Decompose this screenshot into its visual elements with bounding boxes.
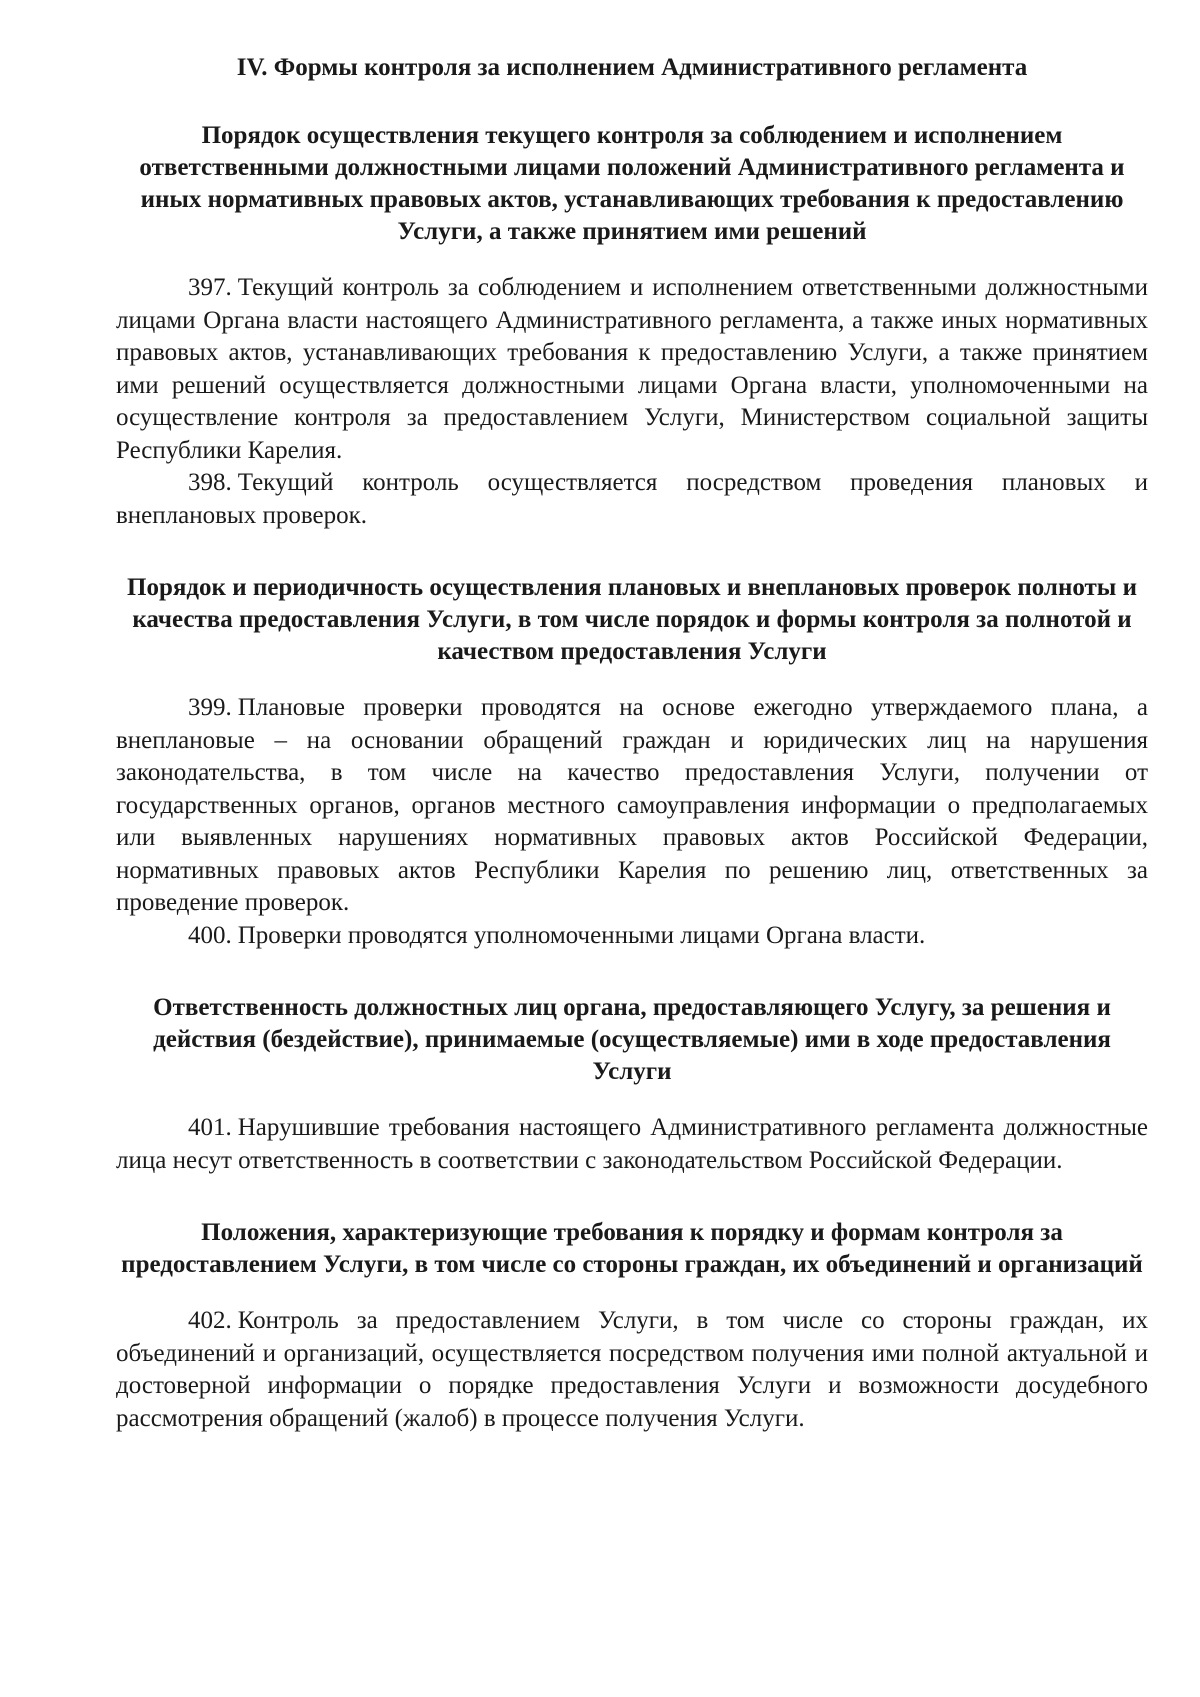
paragraph-400 [116, 920, 1148, 953]
section-responsibility [116, 992, 1148, 1177]
paragraph-group [116, 692, 1148, 952]
paragraph-text: Проверки проводятся уполномоченными лицами Органа власти. [237, 921, 926, 949]
paragraph-399 [116, 692, 1148, 920]
section-inspections [116, 572, 1148, 952]
paragraph-397 [116, 272, 1148, 467]
paragraph-401 [116, 1112, 1148, 1177]
paragraph-text: Контроль за предоставлением Услуги, в том числе со стороны граждан, их объединений и организаций, осуществляется посредством получения ими полной актуальной и достоверной информации о порядке предоставления Услуги и возможности досудебного рассмотрения обращений (жалоб) в процессе получения Услуги. [116, 1307, 1148, 1432]
section-public-control [116, 1217, 1148, 1435]
paragraph-group [116, 272, 1148, 532]
paragraph-398 [116, 467, 1148, 532]
section-title: Порядок и периодичность осуществления плановых и внеплановых проверок полноты и качества предоставления Услуги, в том числе порядок и формы контроля за полнотой и качеством предоставления Услуги [127, 574, 1137, 665]
paragraph-text: Текущий контроль за соблюдением и исполнением ответственными должностными лицами Органа власти настоящего Административного регламента, а также иных нормативных правовых актов, устанавливающих требования к предоставлению Услуги, а также принятием ими решений осуществляется должностными лицами Органа власти, уполномоченными на осуществление контроля за предоставлением Услуги, Министерством социальной защиты Республики Карелия. [116, 274, 1148, 464]
paragraph-number: 398. [188, 469, 232, 496]
paragraph-group [116, 1112, 1148, 1177]
section-current-control [116, 120, 1148, 532]
document-page [116, 52, 1148, 1475]
paragraph-number: 397. [188, 274, 232, 301]
paragraph-group [116, 1305, 1148, 1435]
paragraph-text: Нарушившие требования настоящего Административного регламента должностные лица несут ответственность в соответствии с законодательством Российской Федерации. [116, 1114, 1148, 1174]
section-title: Положения, характеризующие требования к порядку и формам контроля за предоставлением Услуги, в том числе со стороны граждан, их объединений и организаций [121, 1219, 1143, 1278]
paragraph-number: 402. [188, 1307, 232, 1334]
section-title: Ответственность должностных лиц органа, предоставляющего Услугу, за решения и действия (бездействие), принимаемые (осуществляемые) ими в ходе предоставления Услуги [153, 994, 1111, 1085]
paragraph-402 [116, 1305, 1148, 1435]
paragraph-number: 399. [188, 694, 232, 721]
paragraph-number: 400. [188, 921, 232, 949]
paragraph-text: Текущий контроль осуществляется посредством проведения плановых и внеплановых проверок. [116, 469, 1148, 529]
paragraph-text: Плановые проверки проводятся на основе ежегодно утверждаемого плана, а внеплановые – на основании обращений граждан и юридических лиц на нарушения законодательства, в том числе на качество предоставления Услуги, получении от государственных органов, органов местного самоуправления информации о предполагаемых или выявленных нарушениях нормативных правовых актов Российской Федерации, нормативных правовых актов Республики Карелия по решению лиц, ответственных за проведение проверок. [116, 694, 1148, 916]
chapter-title: IV. Формы контроля за исполнением Административного регламента [236, 54, 1028, 81]
section-title: Порядок осуществления текущего контроля за соблюдением и исполнением ответственными должностными лицами положений Административного регламента и иных нормативных правовых актов, устанавливающих требования к предоставлению Услуги, а также принятием ими решений [139, 122, 1125, 245]
paragraph-number: 401. [188, 1114, 232, 1141]
